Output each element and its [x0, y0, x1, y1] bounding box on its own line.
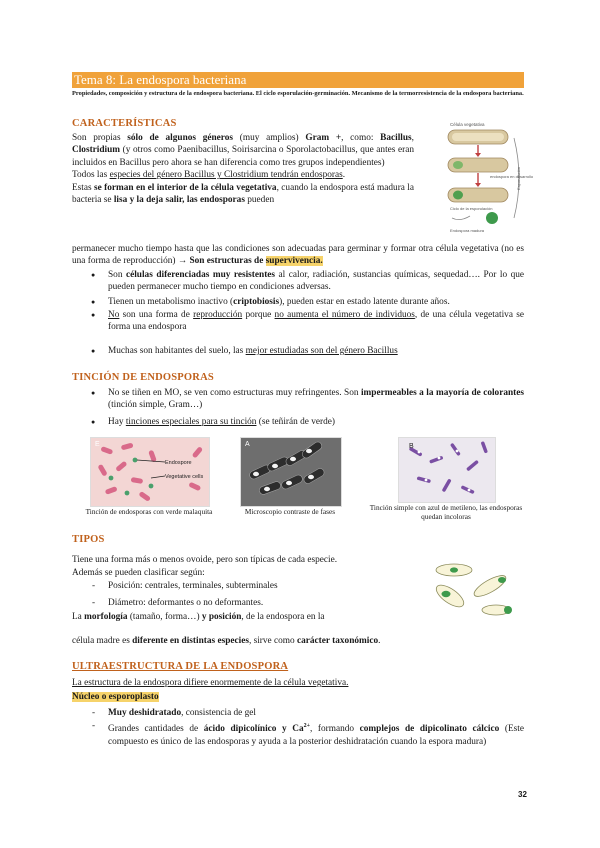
- arrow-head-1: [475, 153, 481, 157]
- cycle-curve: [452, 216, 470, 220]
- methylene-blue-stain-image: [398, 437, 496, 503]
- sec1-bullet-2: ● Tienen un metabolismo inactivo (criptobiosis), pueden estar en estado latente durante años.: [108, 296, 524, 308]
- sec1-p3: Todos las especies del género Bacillus y Clostridium tendrán endosporas.: [72, 170, 346, 181]
- diagram-label-low: Ciclo de la esporulación: [450, 206, 493, 211]
- sec1-text-block: [72, 132, 414, 206]
- fig1-caption: Tinción de endosporas con verde malaquita: [85, 507, 213, 516]
- mature-spore-in-cell: [453, 191, 463, 200]
- sec1-p4: Estas se forman en el interior de la célula vegetativa, cuando la endospora está madura la bacteria se lisa y la deja salir, las endosporas pueden: [72, 182, 415, 206]
- sec4-p1: La estructura de la endospora difiere enormemente de la célula vegetativa.: [72, 678, 349, 688]
- title-bar: [72, 72, 524, 88]
- diagram-label-side: Esporulación: [516, 166, 521, 190]
- sec1-bullet-4: ● Muchas son habitantes del suelo, las mejor estudiadas son del género Bacillus: [108, 345, 524, 357]
- phase-contrast-image: [240, 437, 342, 507]
- spore-types-diagram: [420, 556, 524, 620]
- sec3-p3: La morfología (tamaño, forma…) y posición, de la endospora en la: [72, 612, 325, 622]
- heading-tincion: TINCIÓN DE ENDOSPORAS: [72, 372, 214, 383]
- developing-spore-shape: [453, 161, 463, 169]
- heading-tipos: TIPOS: [72, 534, 105, 545]
- spore-deforming: [504, 606, 512, 614]
- spore-central: [450, 567, 458, 572]
- spore-terminal: [498, 577, 506, 583]
- sec4-dash-2: - Grandes cantidades de ácido dipicolínico y $Ca^{2+}$, formando complejos de dipicolinato cálcico (Este compuesto es único de las endosporas y ayuda a la posterior deshidratación cuando la espora madura): [108, 720, 524, 748]
- sec1-p1: Son propias sólo de algunos géneros (muy amplios) Gram +, como: Bacillus, Clostridium (y otros como Paenibacillus, Soirisarcina o Sporolactobacillus, que antes eran incluidos en Bacillus pero ahora se han diferencia como tres grupos independientes): [72, 133, 414, 168]
- diagram-label-bottom: Endospora madura: [450, 228, 485, 233]
- sec3-p2: Además se pueden clasificar según:: [72, 568, 205, 578]
- arrow-head-2: [475, 183, 481, 187]
- fig1-letter: E: [95, 441, 100, 448]
- sporulation-cycle-diagram: [440, 118, 534, 236]
- diagram-label-mid: endospora en desarrollo: [490, 174, 534, 179]
- sec1-p5: permanecer mucho tiempo hasta que las condiciones son adecuadas para germinar y formar otra célula vegetativa (no es una forma de reproducción) → Son estructuras de supervivencia.: [72, 244, 524, 267]
- page-number: 32: [518, 790, 527, 799]
- sec2-bullet-2: ● Hay tinciones especiales para su tinción (se teñirán de verde): [108, 416, 524, 428]
- heading-caracteristicas: CARACTERÍSTICAS: [72, 118, 177, 129]
- fig1-label-vegetative: Vegetative cells: [165, 474, 204, 480]
- sec3-dash-1: - Posición: centrales, terminales, subterminales: [108, 580, 408, 592]
- free-endospore: [486, 212, 498, 224]
- spore-type-cell-2: [471, 572, 508, 600]
- fig1-label-endospore: Endospore: [165, 460, 192, 466]
- sec4-dash-1: - Muy deshidratado, consistencia de gel: [108, 707, 524, 719]
- page-title: Tema 8: La endospora bacteriana: [74, 72, 247, 87]
- spore-subterminal: [442, 591, 451, 597]
- fig3-caption: Tinción simple con azul de metileno, las endosporas quedan incoloras: [369, 503, 523, 521]
- heading-ultraestructura: ULTRAESTRUCTURA DE LA ENDOSPORA: [72, 661, 289, 672]
- vegetative-cell-inner: [452, 133, 504, 141]
- sec3-p4: célula madre es diferente en distintas especies, sirve como carácter taxonómico.: [72, 636, 381, 646]
- fig2-caption: Microscopio contraste de fases: [244, 507, 336, 516]
- sec1-bullet-3: ● No son una forma de reproducción porque no aumenta el número de individuos, de una célula vegetativa se forma una endospora: [108, 309, 524, 334]
- sec4-subheading: Núcleo o esporoplasto: [72, 692, 159, 702]
- sec1-bullet-1: ● Son células diferenciadas muy resistentes al calor, radiación, sustancias químicas, sequedad…. Por lo que pueden permanecer mucho tiempo en condiciones adversas.: [108, 269, 524, 294]
- diagram-label-top: Célula vegetativa: [450, 122, 485, 127]
- sec2-bullet-1: ● No se tiñen en MO, se ven como estructuras muy refringentes. Son impermeables a la mayoría de colorantes (tinción simple, Gram…): [108, 387, 524, 412]
- spore-type-cell-3: [433, 581, 467, 611]
- fig3-letter: B: [409, 443, 414, 450]
- malachite-green-stain-image: [90, 437, 210, 507]
- sec3-p1: Tiene una forma más o menos ovoide, pero son típicas de cada especie.: [72, 555, 338, 565]
- subtitle: Propiedades, composición y estructura de la endospora bacteriana. El ciclo esporulación-germinación. Mecanismo de la termorresistencia de la endospora bacteriana.: [72, 90, 524, 97]
- fig2-letter: A: [245, 441, 250, 448]
- sec3-dash-2: - Diámetro: deformantes o no deformantes.: [108, 597, 408, 609]
